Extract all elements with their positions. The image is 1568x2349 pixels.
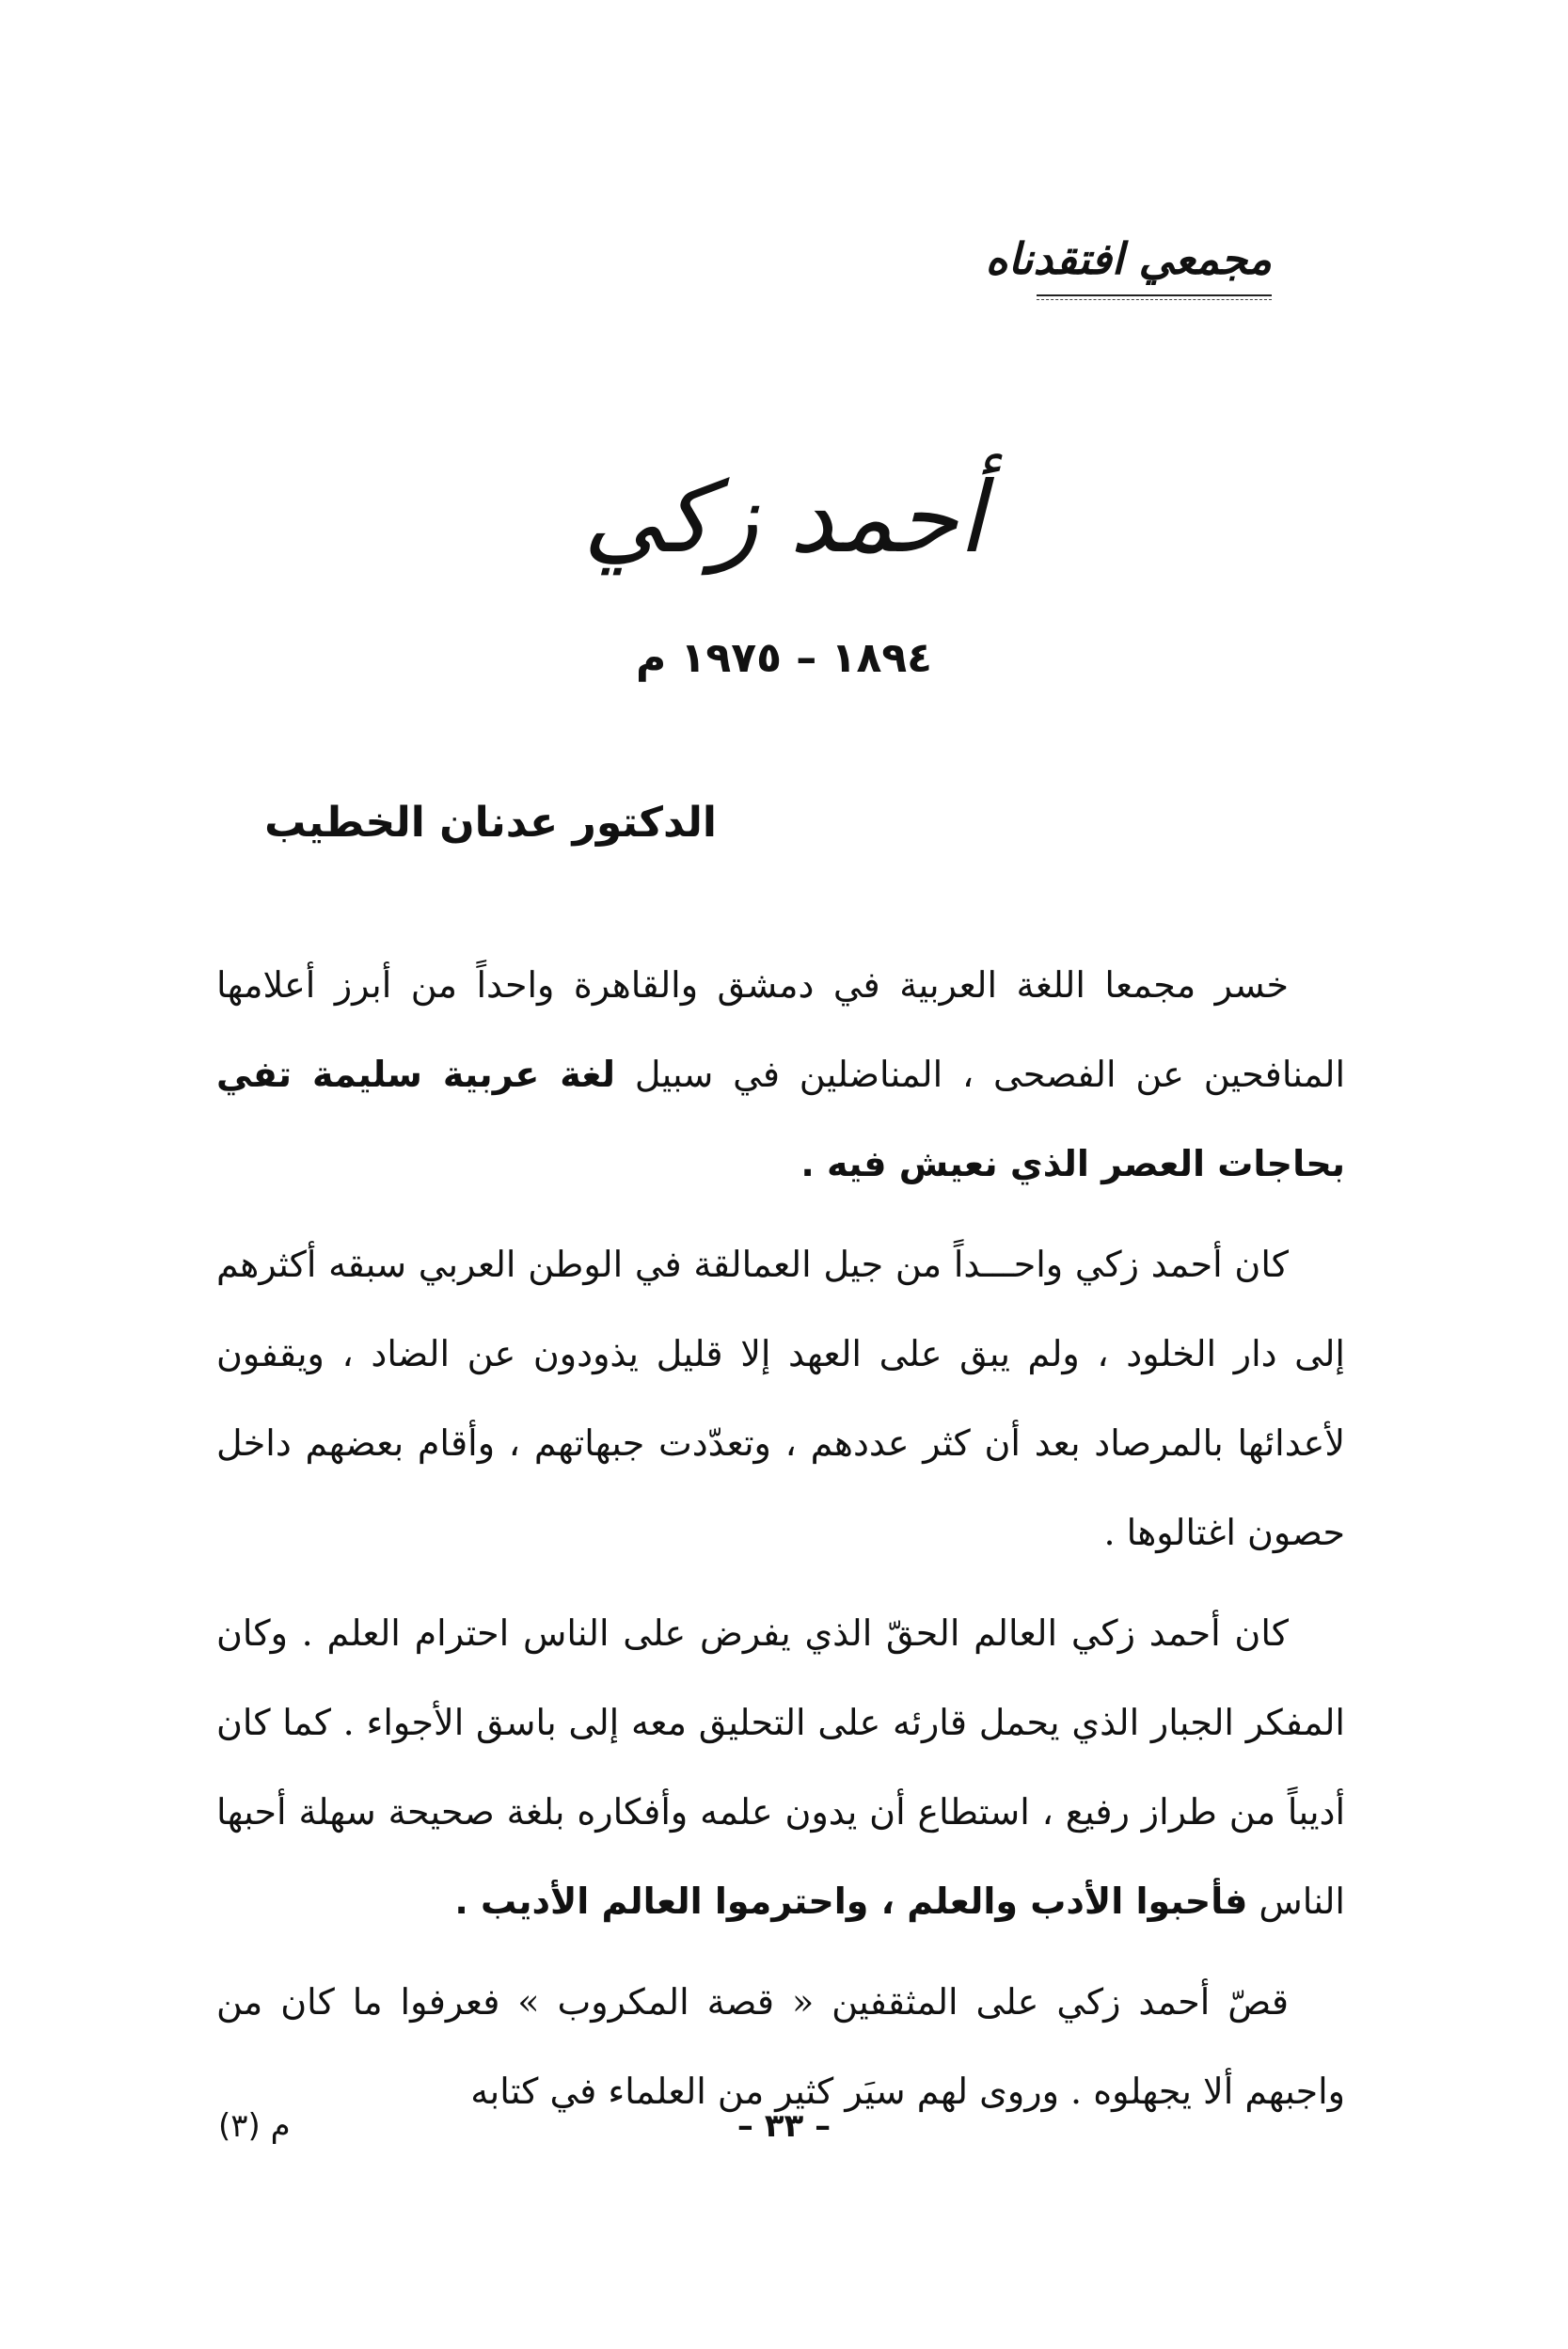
paragraph-2-text: كان أحمد زكي واحـــداً من جيل العمالقة في الوطن العربي سبقه أكثرهم إلى دار الخلود ، ولم يبق على العهد إلا قليل يذودون عن الضاد ، ويقفون لأعدائها بالمرصاد بعد أن كثر عددهم ، وتعدّدت جبهاتهم ، وأقام بعضهم داخل حصون اغتالوها .	[216, 1244, 1345, 1553]
article-body	[216, 941, 1345, 2148]
page-number: – ٣٣ –	[736, 2107, 832, 2145]
paragraph-2	[216, 1220, 1345, 1578]
section-header	[986, 230, 1272, 300]
paragraph-1	[216, 941, 1345, 1209]
paragraph-3	[216, 1589, 1345, 1946]
article-title: أحمد زكي	[582, 460, 986, 575]
signature-mark: م (٣)	[218, 2107, 291, 2145]
paragraph-1-bold: لغة عربية سليمة تفي بحاجات العصر الذي نعيش فيه .	[216, 1054, 1345, 1184]
life-years: ١٨٩٤ – ١٩٧٥ م	[635, 634, 933, 682]
paragraph-1-text: خسر مجمعا اللغة العربية في دمشق والقاهرة واحداً من أبرز أعلامها المنافحين عن الفصحى ، المناضلين في سبيل	[216, 964, 1345, 1095]
paragraph-3-text: كان أحمد زكي العالم الحقّ الذي يفرض على الناس احترام العلم . وكان المفكر الجبار الذي يحمل قارئه على التحليق معه إلى باسق الأجواء . كما كان أديباً من طراز رفيع ، استطاع أن يدون علمه وأفكاره بلغة صحيحة سهلة أحبها الناس	[216, 1612, 1345, 1922]
paragraph-3-bold: فأحبوا الأدب والعلم ، واحترموا العالم الأديب .	[454, 1881, 1248, 1922]
author-name: الدكتور عدنان الخطيب	[264, 799, 717, 847]
section-label: مجمعي افتقدناه	[985, 233, 1272, 284]
paragraph-4-text: قصّ أحمد زكي على المثقفين « قصة المكروب » فعرفوا ما كان من واجبهم ألا يجهلوه . وروى لهم سيَر كثير من العلماء في كتابه	[216, 1981, 1345, 2112]
section-underline	[1037, 294, 1272, 300]
